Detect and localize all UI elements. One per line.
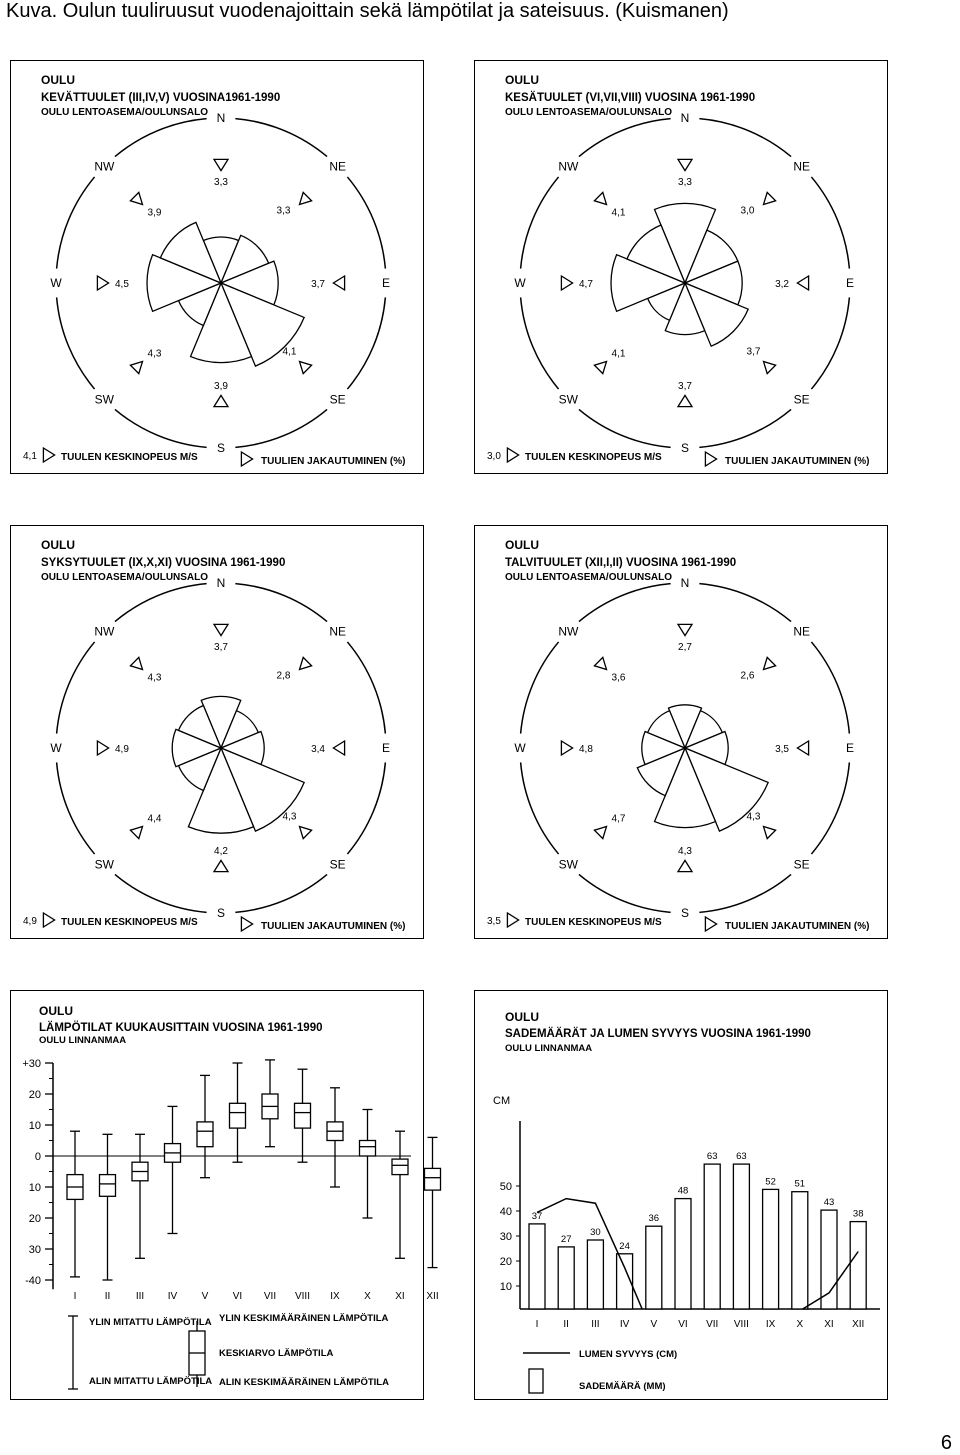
- compass-circle-arc: [699, 874, 791, 912]
- speed-label-nw: 4,3: [147, 672, 162, 684]
- box-XI: [392, 1159, 408, 1175]
- station-label: OULU LINNANMAA: [505, 1043, 593, 1054]
- y-tick-label: 20: [28, 1213, 41, 1225]
- speed-label-nw: 3,9: [147, 207, 162, 219]
- figure-caption: Kuva. Oulun tuuliruusut vuodenajoittain sekä lämpötilat ja sateisuus. (Kuismanen): [6, 0, 729, 22]
- speed-triangle-nw: [594, 192, 606, 204]
- compass-ne: NE: [329, 624, 347, 639]
- compass-e: E: [381, 276, 391, 290]
- precipitation-panel: [474, 990, 888, 1400]
- box-V: [197, 1122, 213, 1147]
- speed-triangle-ne: [763, 192, 775, 204]
- precip-value-X: 51: [794, 1178, 806, 1190]
- compass-circle-arc: [347, 762, 385, 854]
- precip-bar-XII: [850, 1222, 866, 1309]
- legend-value: 4,9: [23, 916, 37, 927]
- precip-bar-IX: [763, 1189, 779, 1309]
- legend-value: 3,5: [487, 916, 501, 927]
- y-tick-label: 20: [28, 1089, 41, 1101]
- speed-label-sw: 4,1: [611, 348, 626, 360]
- speed-triangle-nw: [130, 192, 142, 204]
- chart-title: TALVITUULET (XII,I,II) VUOSINA 1961-1990: [505, 557, 737, 569]
- compass-circle-arc: [57, 297, 95, 389]
- chart-title: KEVÄTTUULET (III,IV,V) VUOSINA1961-1990: [41, 92, 281, 104]
- compass-circle-arc: [521, 297, 559, 389]
- legend-abs-min: ALIN MITATTU LÄMPÖTILA: [89, 1376, 213, 1387]
- compass-circle-arc: [115, 409, 207, 447]
- speed-triangle-s: [678, 860, 692, 871]
- compass-n: N: [680, 576, 690, 590]
- compass-n: N: [216, 576, 226, 590]
- speed-triangle-w: [561, 741, 572, 755]
- month-label-III: III: [591, 1319, 600, 1330]
- compass-circle-arc: [811, 177, 849, 269]
- legend-mean: KESKIARVO LÄMPÖTILA: [219, 1348, 334, 1359]
- compass-sw: SW: [558, 857, 578, 872]
- speed-triangle-nw: [130, 657, 142, 669]
- compass-ne: NE: [329, 159, 347, 174]
- speed-label-n: 2,7: [678, 642, 692, 653]
- legend-abs-max: YLIN MITATTU LÄMPÖTILA: [89, 1317, 212, 1328]
- compass-nw: NW: [94, 159, 115, 174]
- compass-circle-arc: [521, 762, 559, 854]
- chart-title: KESÄTUULET (VI,VII,VIII) VUOSINA 1961-1990: [505, 92, 756, 104]
- temperature-panel: [10, 990, 439, 1400]
- legend-speed-icon: [507, 448, 518, 462]
- compass-circle-arc: [579, 874, 671, 912]
- y-tick-label: 10: [28, 1120, 41, 1132]
- speed-label-se: 4,3: [282, 811, 297, 823]
- month-label-X: X: [364, 1291, 371, 1302]
- legend-mean-min: ALIN KESKIMÄÄRÄINEN LÄMPÖTILA: [219, 1377, 389, 1388]
- site-label: OULU: [39, 1004, 73, 1018]
- site-label: OULU: [505, 1010, 539, 1024]
- month-label-XII: XII: [426, 1291, 439, 1302]
- month-label-I: I: [535, 1319, 539, 1330]
- station-label: OULU LENTOASEMA/OULUNSALO: [505, 572, 673, 583]
- speed-triangle-w: [561, 276, 572, 290]
- month-label-III: III: [135, 1291, 145, 1302]
- precip-bar-V: [646, 1226, 662, 1309]
- compass-e: E: [381, 741, 391, 755]
- speed-triangle-se: [299, 826, 311, 838]
- legend-distribution: TUULIEN JAKAUTUMINEN (%): [725, 456, 870, 467]
- speed-label-n: 3,3: [214, 177, 228, 188]
- compass-n: N: [216, 111, 226, 125]
- speed-label-s: 4,3: [678, 846, 692, 857]
- compass-nw: NW: [558, 624, 579, 639]
- legend-value: 3,0: [487, 451, 501, 462]
- speed-triangle-e: [797, 276, 808, 290]
- compass-w: W: [514, 276, 526, 290]
- legend-distribution: TUULIEN JAKAUTUMINEN (%): [261, 456, 406, 467]
- chart-title: SADEMÄÄRÄT JA LUMEN SYVYYS VUOSINA 1961-1990: [505, 1028, 811, 1040]
- compass-circle-arc: [57, 642, 95, 734]
- month-label-XI: XI: [824, 1319, 834, 1330]
- speed-triangle-n: [678, 624, 692, 635]
- compass-se: SE: [329, 392, 346, 407]
- compass-sw: SW: [558, 392, 578, 407]
- compass-circle-arc: [521, 642, 559, 734]
- legend-speed: TUULEN KESKINOPEUS M/S: [61, 917, 198, 928]
- speed-label-nw: 3,6: [611, 672, 626, 684]
- compass-se: SE: [793, 857, 810, 872]
- speed-triangle-ne: [299, 192, 311, 204]
- wind-rose-summer: [474, 60, 888, 474]
- page-number: 6: [940, 1432, 952, 1454]
- box-VIII: [295, 1103, 311, 1128]
- precip-value-V: 36: [648, 1213, 660, 1225]
- speed-triangle-s: [678, 395, 692, 406]
- precip-value-III: 30: [590, 1227, 601, 1238]
- speed-label-se: 4,1: [282, 346, 297, 358]
- compass-circle-arc: [57, 762, 95, 854]
- speed-triangle-nw: [594, 657, 606, 669]
- legend-speed-icon: [43, 913, 54, 927]
- precip-bar-X: [792, 1192, 808, 1309]
- compass-s: S: [216, 441, 226, 455]
- wind-rose-autumn: [10, 525, 424, 939]
- month-label-IV: IV: [619, 1319, 630, 1330]
- compass-se: SE: [793, 392, 810, 407]
- station-label: OULU LENTOASEMA/OULUNSALO: [41, 572, 209, 583]
- y-tick-label: 10: [499, 1281, 512, 1293]
- legend-precip: SADEMÄÄRÄ (MM): [579, 1381, 666, 1392]
- month-label-VIII: VIII: [294, 1291, 311, 1302]
- speed-triangle-s: [214, 395, 228, 406]
- precip-value-IV: 24: [619, 1240, 630, 1252]
- compass-circle-arc: [57, 177, 95, 269]
- compass-w: W: [50, 741, 62, 755]
- speed-label-ne: 2,6: [740, 670, 755, 682]
- speed-triangle-se: [763, 361, 775, 373]
- y-tick-label: +30: [22, 1058, 41, 1070]
- legend-speed: TUULEN KESKINOPEUS M/S: [525, 917, 662, 928]
- speed-triangle-sw: [594, 826, 606, 838]
- speed-label-se: 4,3: [746, 811, 761, 823]
- compass-w: W: [50, 276, 62, 290]
- precip-value-VI: 48: [677, 1185, 689, 1197]
- compass-circle-arc: [811, 642, 849, 734]
- speed-label-ne: 3,3: [276, 205, 291, 217]
- speed-label-sw: 4,7: [611, 813, 626, 825]
- y-tick-label: 50: [499, 1181, 512, 1193]
- speed-label-w: 4,5: [115, 279, 129, 290]
- speed-triangle-se: [763, 826, 775, 838]
- compass-circle-arc: [235, 874, 327, 912]
- precip-bar-II: [558, 1247, 574, 1309]
- speed-triangle-w: [97, 741, 108, 755]
- precip-value-II: 27: [560, 1233, 572, 1245]
- precip-bar-VIII: [733, 1164, 749, 1309]
- compass-circle-arc: [699, 584, 791, 622]
- precip-bar-XI: [821, 1210, 837, 1309]
- compass-sw: SW: [94, 857, 114, 872]
- compass-circle-arc: [347, 642, 385, 734]
- month-label-VIII: VIII: [733, 1319, 749, 1330]
- compass-s: S: [680, 441, 690, 455]
- month-label-II: II: [104, 1291, 111, 1302]
- speed-triangle-sw: [130, 826, 142, 838]
- month-label-IX: IX: [765, 1319, 776, 1330]
- compass-circle-arc: [115, 874, 207, 912]
- compass-se: SE: [329, 857, 346, 872]
- y-tick-label: -40: [25, 1275, 41, 1287]
- speed-triangle-e: [333, 741, 344, 755]
- compass-nw: NW: [558, 159, 579, 174]
- legend-distribution: TUULIEN JAKAUTUMINEN (%): [725, 921, 870, 932]
- precip-value-VII: 63: [706, 1151, 718, 1163]
- speed-triangle-n: [214, 624, 228, 635]
- speed-triangle-e: [797, 741, 808, 755]
- month-label-VI: VI: [232, 1291, 243, 1302]
- compass-w: W: [514, 741, 526, 755]
- compass-circle-arc: [811, 297, 849, 389]
- speed-triangle-e: [333, 276, 344, 290]
- legend-speed-icon: [43, 448, 54, 462]
- chart-title: LÄMPÖTILAT KUUKAUSITTAIN VUOSINA 1961-1990: [39, 1022, 323, 1034]
- speed-label-e: 3,7: [311, 279, 325, 290]
- precip-bar-VII: [704, 1164, 720, 1309]
- compass-n: N: [680, 111, 690, 125]
- month-label-II: II: [563, 1319, 569, 1330]
- compass-circle-arc: [235, 119, 327, 157]
- compass-nw: NW: [94, 624, 115, 639]
- compass-ne: NE: [793, 624, 811, 639]
- month-label-V: V: [650, 1319, 658, 1330]
- compass-circle-arc: [347, 297, 385, 389]
- chart-title: SYKSYTUULET (IX,X,XI) VUOSINA 1961-1990: [41, 557, 286, 569]
- month-label-IV: IV: [167, 1291, 178, 1302]
- speed-label-n: 3,3: [678, 177, 692, 188]
- compass-circle-arc: [115, 119, 207, 157]
- speed-triangle-ne: [763, 657, 775, 669]
- legend-distribution-icon: [705, 917, 716, 931]
- station-label: OULU LENTOASEMA/OULUNSALO: [505, 107, 673, 118]
- speed-triangle-se: [299, 361, 311, 373]
- month-label-IX: IX: [330, 1291, 340, 1302]
- precip-value-XI: 43: [823, 1197, 835, 1209]
- station-label: OULU LINNANMAA: [39, 1035, 127, 1046]
- site-label: OULU: [505, 73, 539, 87]
- compass-circle-arc: [579, 584, 671, 622]
- speed-label-w: 4,7: [579, 279, 593, 290]
- speed-label-e: 3,5: [775, 744, 789, 755]
- month-label-VII: VII: [706, 1319, 719, 1330]
- compass-ne: NE: [793, 159, 811, 174]
- speed-triangle-n: [214, 159, 228, 170]
- speed-label-w: 4,8: [579, 744, 593, 755]
- compass-circle-arc: [811, 762, 849, 854]
- box-X: [360, 1141, 376, 1157]
- compass-circle-arc: [347, 177, 385, 269]
- speed-triangle-sw: [594, 361, 606, 373]
- month-label-I: I: [73, 1291, 77, 1302]
- site-label: OULU: [505, 538, 539, 552]
- legend-value: 4,1: [23, 451, 37, 462]
- compass-circle-arc: [579, 119, 671, 157]
- legend-speed: TUULEN KESKINOPEUS M/S: [525, 452, 662, 463]
- compass-circle-arc: [115, 584, 207, 622]
- compass-sw: SW: [94, 392, 114, 407]
- precip-value-XII: 38: [852, 1208, 864, 1220]
- speed-label-e: 3,2: [775, 279, 789, 290]
- legend-speed: TUULEN KESKINOPEUS M/S: [61, 452, 198, 463]
- compass-circle-arc: [579, 409, 671, 447]
- box-VI: [230, 1103, 246, 1128]
- site-label: OULU: [41, 73, 75, 87]
- month-label-XII: XII: [852, 1319, 865, 1330]
- compass-circle-arc: [521, 177, 559, 269]
- box-II: [100, 1175, 116, 1197]
- speed-label-s: 4,2: [214, 846, 228, 857]
- speed-label-e: 3,4: [311, 744, 325, 755]
- legend-distribution: TUULIEN JAKAUTUMINEN (%): [261, 921, 406, 932]
- legend-speed-icon: [507, 913, 518, 927]
- compass-e: E: [845, 741, 855, 755]
- legend-snow: LUMEN SYVYYS (CM): [579, 1349, 678, 1360]
- site-label: OULU: [41, 538, 75, 552]
- y-tick-label: 20: [499, 1256, 512, 1268]
- speed-triangle-n: [678, 159, 692, 170]
- compass-circle-arc: [235, 584, 327, 622]
- month-label-XI: XI: [395, 1291, 405, 1302]
- precip-value-VIII: 63: [736, 1151, 747, 1163]
- month-label-VII: VII: [263, 1291, 277, 1302]
- precip-value-I: 37: [531, 1210, 543, 1222]
- compass-circle-arc: [699, 119, 791, 157]
- station-label: OULU LENTOASEMA/OULUNSALO: [41, 107, 209, 118]
- compass-circle-arc: [235, 409, 327, 447]
- legend-precip-box: [529, 1369, 543, 1393]
- y-tick-label: 40: [499, 1206, 512, 1218]
- wind-rose-spring: [10, 60, 424, 474]
- speed-label-ne: 3,0: [740, 205, 755, 217]
- wind-rose-winter: [474, 525, 888, 939]
- speed-triangle-w: [97, 276, 108, 290]
- unit-label: CM: [493, 1095, 511, 1107]
- compass-s: S: [680, 906, 690, 920]
- speed-label-n: 3,7: [214, 642, 228, 653]
- precip-bar-III: [587, 1240, 603, 1309]
- speed-triangle-s: [214, 860, 228, 871]
- precip-value-IX: 52: [765, 1176, 776, 1188]
- speed-label-sw: 4,4: [147, 813, 162, 825]
- y-tick-label: 30: [28, 1244, 41, 1256]
- legend-distribution-icon: [241, 917, 252, 931]
- month-label-VI: VI: [678, 1319, 688, 1330]
- speed-label-s: 3,9: [214, 381, 228, 392]
- y-tick-label: 10: [28, 1182, 41, 1194]
- precip-bar-VI: [675, 1199, 691, 1309]
- compass-e: E: [845, 276, 855, 290]
- legend-distribution-icon: [705, 452, 716, 466]
- legend-mean-max: YLIN KESKIMÄÄRÄINEN LÄMPÖTILA: [219, 1313, 389, 1324]
- speed-label-w: 4,9: [115, 744, 129, 755]
- speed-triangle-ne: [299, 657, 311, 669]
- y-tick-label: 0: [34, 1151, 41, 1163]
- month-label-V: V: [201, 1291, 209, 1302]
- precip-bar-I: [529, 1224, 545, 1309]
- month-label-X: X: [796, 1319, 804, 1330]
- speed-label-s: 3,7: [678, 381, 692, 392]
- compass-circle-arc: [699, 409, 791, 447]
- y-tick-label: 30: [499, 1231, 512, 1243]
- speed-label-ne: 2,8: [276, 670, 291, 682]
- speed-label-sw: 4,3: [147, 348, 162, 360]
- speed-label-nw: 4,1: [611, 207, 626, 219]
- compass-s: S: [216, 906, 226, 920]
- legend-distribution-icon: [241, 452, 252, 466]
- speed-triangle-sw: [130, 361, 142, 373]
- box-XII: [425, 1168, 441, 1190]
- speed-label-se: 3,7: [746, 346, 761, 358]
